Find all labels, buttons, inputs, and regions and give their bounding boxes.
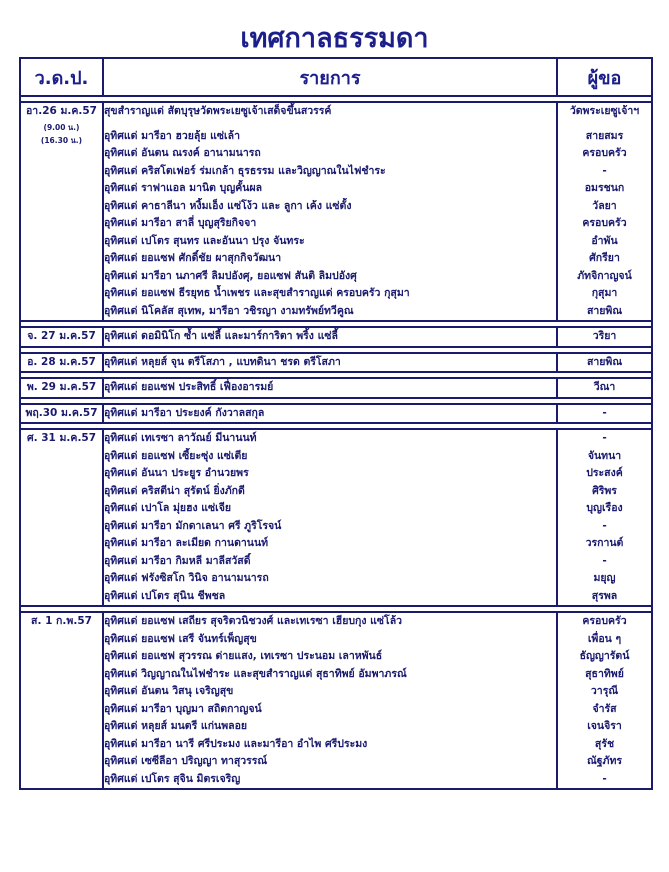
mass-time: (16.30 น.) bbox=[40, 135, 83, 145]
requester-name: ณัฐภัทร bbox=[586, 755, 623, 767]
requester-name: วีณา bbox=[593, 381, 616, 393]
date-label: พฤ.30 ม.ค.57 bbox=[25, 406, 98, 419]
line-spacer bbox=[104, 121, 556, 128]
requester-name: กุสุมา bbox=[591, 287, 618, 299]
requester-name: - bbox=[602, 432, 607, 444]
date-label: อา.26 ม.ค.57 bbox=[26, 105, 97, 117]
items-cell bbox=[103, 378, 557, 398]
requester-name: สุรัช bbox=[594, 737, 615, 750]
intention-text: อุทิศแด่ วิญญาณในไฟชำระ และสุขสำราญแด่ สุธาทิพย์ อัมพาภรณ์ bbox=[104, 667, 407, 680]
requester-name: ครอบครัว bbox=[582, 615, 627, 627]
requester-cell bbox=[557, 353, 652, 373]
requester-cell bbox=[557, 378, 652, 398]
requester-name: บุญเรือง bbox=[586, 502, 623, 514]
requester-name: - bbox=[602, 164, 607, 177]
date-cell bbox=[20, 404, 103, 424]
intention-text: อุทิศแด่ มารีอา สาลี่ บุญสุริยกิจจา bbox=[104, 217, 257, 229]
requester-cell bbox=[557, 429, 652, 606]
intention-text: อุทิศแด่ ยอแซฟ สุวรรณ ด่ายแสง, เทเรซา ประนอม เลาหพันธ์ bbox=[104, 650, 383, 662]
date-label: ศ. 31 ม.ค.57 bbox=[26, 432, 97, 444]
requester-name: สุธาทิพย์ bbox=[585, 667, 624, 680]
requester-column-header: ผู้ขอ bbox=[557, 58, 652, 96]
intention-text: อุทิศแด่ อันนา ประยูร อำนวยพร bbox=[104, 467, 249, 479]
mass-time: (9.00 น.) bbox=[43, 122, 80, 132]
schedule-table bbox=[19, 57, 653, 790]
date-cell bbox=[20, 102, 103, 321]
requester-name: - bbox=[602, 519, 607, 532]
intention-text: อุทิศแด่ เปโตร สุนทร และอันนา ปรุง จันทระ bbox=[104, 234, 305, 247]
requester-name: เพื่อน ๆ bbox=[587, 632, 622, 645]
items-cell bbox=[103, 102, 557, 321]
intention-text: อุทิศแด่ คริสตีน่า สุรัตน์ ยิ่งภักดี bbox=[104, 484, 245, 497]
schedule-row bbox=[20, 612, 652, 789]
requester-cell bbox=[557, 612, 652, 789]
intention-text: อุทิศแด่ ยอแซฟ ประสิทธิ์ เฟื่องอารมย์ bbox=[104, 381, 274, 393]
requester-cell bbox=[557, 102, 652, 321]
header-row bbox=[20, 58, 652, 96]
requester-cell bbox=[557, 404, 652, 424]
requester-name: วัลยา bbox=[592, 199, 617, 212]
intention-text: อุทิศแด่ ยอแซฟ เซี้ยะซุ่ง แซ่เตีย bbox=[104, 449, 248, 462]
schedule-row bbox=[20, 102, 652, 321]
intention-text: อุทิศแด่ เปโตร สุจิน มิตรเจริญ bbox=[104, 772, 241, 785]
items-cell bbox=[103, 429, 557, 606]
requester-name: จำรัส bbox=[592, 702, 617, 715]
intention-text: อุทิศแด่ มารีอา ละเมียด กานดานนท์ bbox=[104, 537, 269, 549]
intention-text: อุทิศแด่ หลุยส์ มนตรี แก่นพลอย bbox=[104, 720, 248, 732]
requester-name: ศักรียา bbox=[589, 252, 620, 264]
requester-name: วารุณี bbox=[590, 685, 619, 697]
date-cell bbox=[20, 327, 103, 347]
requester-name: ครอบครัว bbox=[582, 147, 627, 159]
intention-text: อุทิศแด่ มารีอา ประยงค์ กังวาลสกุล bbox=[104, 406, 265, 419]
schedule-row bbox=[20, 429, 652, 606]
date-label: พ. 29 ม.ค.57 bbox=[26, 381, 97, 393]
date-cell bbox=[20, 612, 103, 789]
requester-name: - bbox=[602, 406, 607, 419]
intention-text: อุทิศแด่ เทเรซา ลาวัณย์ มีนานนท์ bbox=[104, 432, 257, 444]
schedule-row bbox=[20, 378, 652, 398]
items-cell bbox=[103, 327, 557, 347]
intention-text: อุทิศแด่ มารีอา นารี ศรีประมง และมารีอา อำไพ ศรีประมง bbox=[104, 737, 368, 750]
date-cell bbox=[20, 353, 103, 373]
requester-name: วรกานต์ bbox=[585, 537, 624, 549]
intention-text: อุทิศแด่ เปาโล มุ่ยฮง แซ่เจีย bbox=[104, 502, 232, 514]
date-column-header: ว.ด.ป. bbox=[20, 58, 103, 96]
requester-name: จันทนา bbox=[587, 449, 622, 462]
intention-text: อุทิศแด่ ยอแซฟ เสถียร สุจริตวนิชวงศ์ และเทเรซา เฮียบกุง แซ่โล้ว bbox=[104, 615, 403, 627]
page-title: เทศกาลธรรมดา bbox=[240, 23, 429, 54]
intention-text: อุทิศแด่ คาธาลีนา หงิ้มเอ็ง แซ่โง้ว และ ลูกา เค้ง แซ่ตั้ง bbox=[104, 199, 352, 212]
schedule-row bbox=[20, 327, 652, 347]
intention-text: อุทิศแด่ มารีอา บุญมา สถิตกาญจน์ bbox=[104, 702, 262, 715]
items-column-header: รายการ bbox=[103, 58, 557, 96]
items-cell bbox=[103, 404, 557, 424]
date-label: อ. 28 ม.ค.57 bbox=[27, 355, 96, 368]
requester-name: สายพิณ bbox=[586, 304, 623, 317]
intention-text: อุทิศแด่ มารีอา กิมหลี มาลีสวัสดิ์ bbox=[104, 554, 251, 567]
intention-text: อุทิศแด่ อันตน วิสนุ เจริญสุข bbox=[104, 685, 234, 697]
requester-name: - bbox=[602, 554, 607, 567]
intention-text: อุทิศแด่ ดอมินิโก ซ้ำ แซ่ลี้ และมาร์การิตา พริ้ง แซ่ลี้ bbox=[104, 330, 338, 342]
intention-text: อุทิศแด่ ยอแซฟ ศักดิ์ชัย ผาสุกกิจวัฒนา bbox=[104, 252, 282, 264]
line-spacer bbox=[558, 121, 651, 128]
date-label: จ. 27 ม.ค.57 bbox=[27, 330, 96, 342]
requester-name: ครอบครัว bbox=[582, 217, 627, 229]
requester-name: สุรพล bbox=[591, 589, 618, 602]
requester-name: ศิริพร bbox=[592, 484, 617, 497]
requester-name: อำพัน bbox=[591, 234, 618, 247]
requester-name: สายสมร bbox=[585, 129, 624, 142]
requester-name: วริยา bbox=[592, 330, 617, 342]
requester-cell bbox=[557, 327, 652, 347]
requester-name: ภัทจิกาญจน์ bbox=[577, 269, 632, 282]
intention-text: อุทิศแด่ นิโคลัส สุเทพ, มารีอา วชิรญา งามทรัพย์ทวีคูณ bbox=[104, 304, 354, 317]
requester-name: เจนจิรา bbox=[587, 720, 622, 732]
schedule-body bbox=[20, 96, 652, 789]
intention-text: อุทิศแด่ ยอแซฟ ธีรยุทธ น้ำเพชร และสุขสำราญแด่ ครอบครัว กุสุมา bbox=[104, 287, 410, 299]
schedule-row bbox=[20, 404, 652, 424]
intention-text: อุทิศแด่ เปโตร สุนิน ชีพชล bbox=[104, 589, 226, 602]
intention-text: อุทิศแด่ อันตน ณรงค์ อานามนารถ bbox=[104, 147, 261, 159]
requester-name: มยุญ bbox=[593, 572, 616, 584]
requester-name: - bbox=[602, 772, 607, 785]
intention-text: อุทิศแด่ มารีอา นภาศรี ลิมปอังศุ, ยอแซฟ สันติ ลิมปอังศุ bbox=[104, 269, 357, 282]
intention-text: อุทิศแด่ มารีอา ฮวยลุ้ย แซ่เล้า bbox=[104, 129, 240, 142]
requester-name: ธัญญารัตน์ bbox=[579, 650, 630, 662]
intention-text: อุทิศแด่ คริสโตเฟอร์ ร่มเกล้า ธุรธรรม และวิญญาณในไฟชำระ bbox=[104, 164, 386, 177]
intention-text: อุทิศแด่ หลุยส์ จุน ตรีโสภา , แบทดินา ชรด ตรีโสภา bbox=[104, 355, 341, 368]
intention-text: อุทิศแด่ ยอแซฟ เสรี จันทร์เพ็ญสุข bbox=[104, 632, 257, 645]
items-cell bbox=[103, 612, 557, 789]
intention-text: อุทิศแด่ ราฟาแอล มานิต บุญคั้นผล bbox=[104, 182, 263, 194]
requester-name: อมรชนก bbox=[584, 182, 625, 194]
intention-text: สุขสำราญแด่ สัตบุรุษวัดพระเยซูเจ้าเสด็จขึ้นสวรรค์ bbox=[104, 105, 332, 117]
intention-text: อุทิศแด่ มารีอา มักดาเลนา ศรี ภูริโรจน์ bbox=[104, 519, 282, 532]
schedule-row bbox=[20, 353, 652, 373]
date-cell bbox=[20, 429, 103, 606]
requester-name: สายพิณ bbox=[586, 355, 623, 368]
items-cell bbox=[103, 353, 557, 373]
intention-text: อุทิศแด่ เซซีลีอา ปริญญา ทาสุวรรณ์ bbox=[104, 755, 268, 767]
date-label: ส. 1 ก.พ.57 bbox=[31, 615, 92, 627]
intention-text: อุทิศแด่ ฟรังซิสโก วินิจ อานามนารถ bbox=[104, 572, 269, 584]
date-cell bbox=[20, 378, 103, 398]
requester-name: ประสงค์ bbox=[586, 467, 623, 479]
requester-name: วัดพระเยซูเจ้าฯ bbox=[569, 105, 640, 117]
